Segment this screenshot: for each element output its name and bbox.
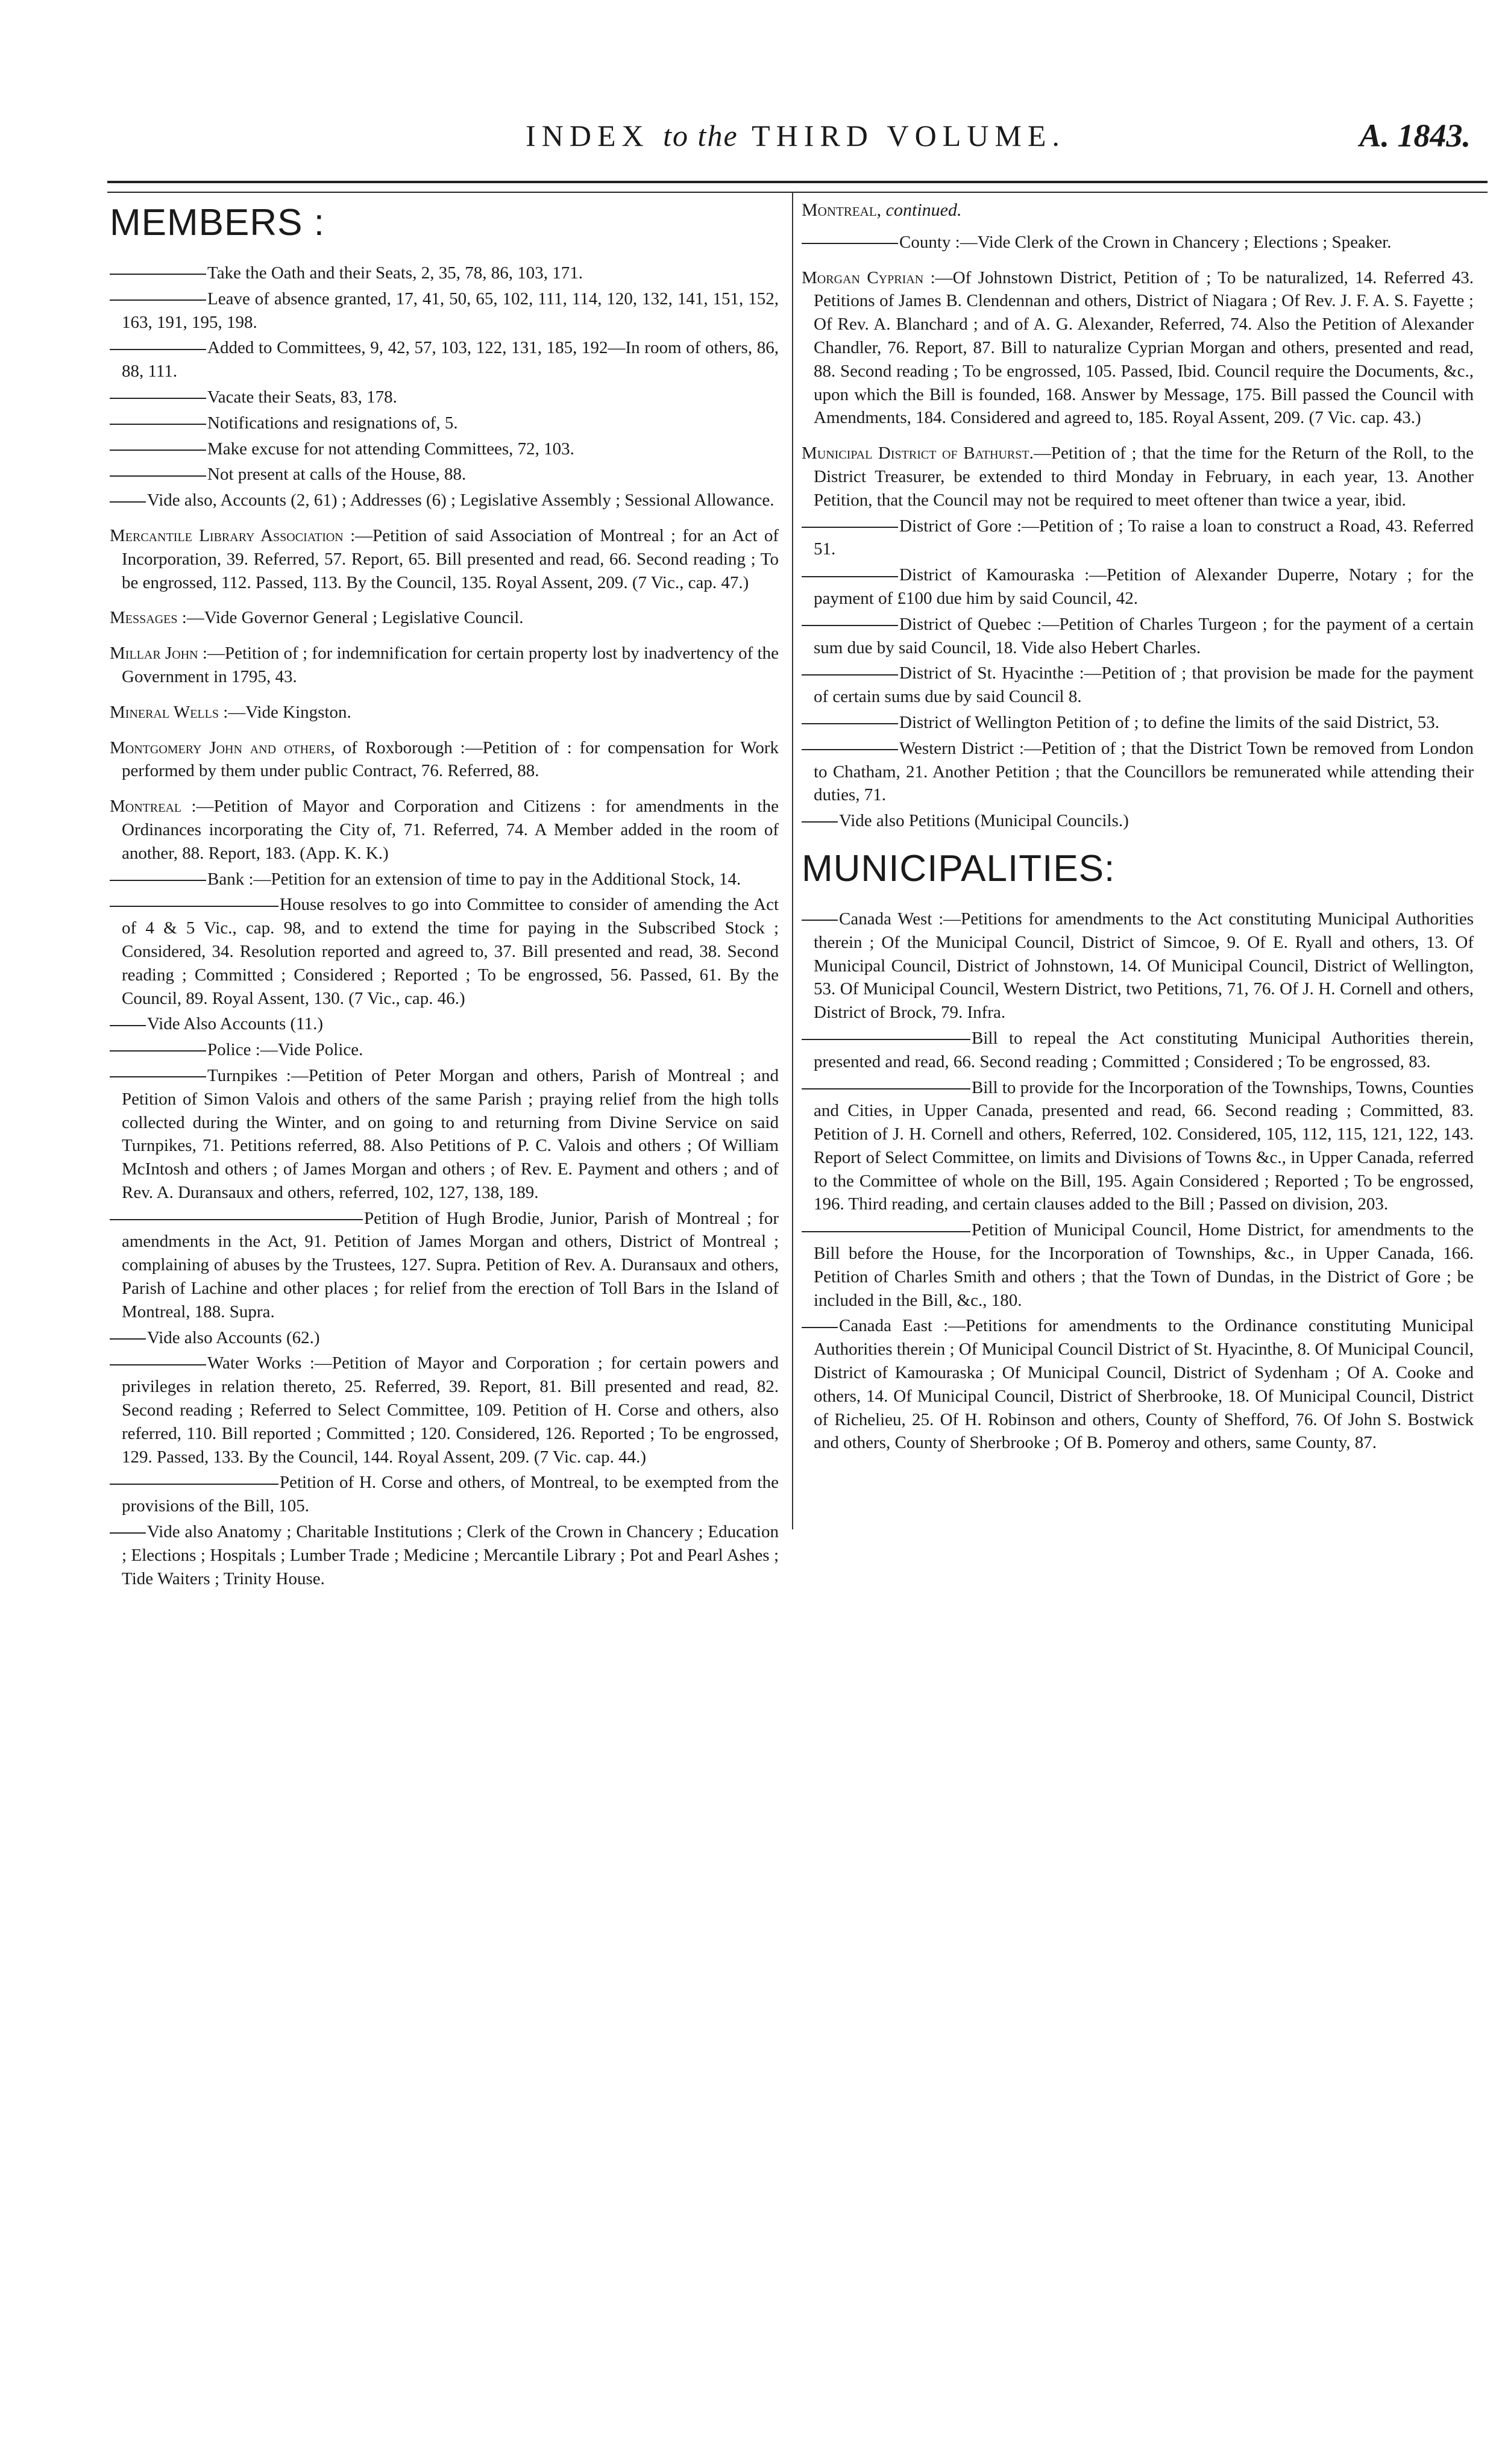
- dash-rule: [110, 274, 206, 275]
- entry-montreal-brodie: Petition of Hugh Brodie, Junior, Parish of Montreal ; for amendments in the Act, 91. Petition of James Morgan and others, District of Montreal ; complaining of abuses by the Trustees, 127. Supra. Petition of Rev. A. Duransaux and others, Parish of Lachine and other places ; for relief from the erection of Toll Bars in the Island of Montreal, 188. Supra.: [110, 1207, 779, 1324]
- dash-rule: [110, 1484, 278, 1485]
- page-year: A. 1843.: [1359, 118, 1471, 154]
- section-title-municipalities: MUNICIPALITIES:: [802, 847, 1116, 889]
- entry-montreal-vide-accounts: Vide Also Accounts (11.): [110, 1012, 779, 1036]
- title-volume: THIRD VOLUME.: [752, 119, 1066, 152]
- dash-rule: [802, 920, 838, 921]
- dash-rule: [802, 625, 898, 626]
- entry-municipal-quebec: District of Quebec :—Petition of Charles Turgeon ; for the payment of a certain sum due by said Council, 18. Vide also Hebert Charles.: [802, 613, 1474, 660]
- dash-rule: [802, 1231, 970, 1232]
- members-entry-committees: Added to Committees, 9, 42, 57, 103, 122, 131, 185, 192—In room of others, 86, 88, 111.: [110, 336, 779, 383]
- entry-home-district: Petition of Municipal Council, Home District, for amendments to the Bill before the House, for the Incorporation of Townships, &c., in Upper Canada, 166. Petition of Charles Smith and others ; that the Town of Dundas, in the District of Gore ; be included in the Bill, &c., 180.: [802, 1218, 1474, 1312]
- entry-municipal-kamouraska: District of Kamouraska :—Petition of Alexander Duperre, Notary ; for the payment of £100 due him by said Council, 42.: [802, 563, 1474, 610]
- entry-montreal: Montreal :—Petition of Mayor and Corporation and Citizens : for amendments in the Ordinances incorporating the City of, 71. Referred, 74. A Member added in the room of another, 88. Report, 183. (App. K. K.): [110, 797, 779, 863]
- dash-rule: [802, 821, 838, 823]
- running-head: [108, 114, 1483, 163]
- dash-rule: [110, 398, 206, 399]
- dash-rule: [802, 1088, 970, 1089]
- dash-rule: [110, 501, 146, 503]
- members-entry-notifications: Notifications and resignations of, 5.: [110, 412, 779, 435]
- title-index: INDEX: [526, 119, 650, 152]
- dash-rule: [802, 723, 898, 724]
- entry-canada-west-incorporation: Bill to provide for the Incorporation of the Townships, Towns, Counties and Cities, in Upper Canada, presented and read, 66. Second reading ; Committed, 83. Petition of J. H. Cornell and others, Referred, 102. Considered, 105, 112, 115, 121, 122, 143. Report of Select Committee, on limits and Divisions of Towns &c., in Upper Canada, referred to the Committee of whole on the Bill, 195. Again Considered ; Reported ; To be engrossed, 196. Third reading, and certain clauses added to the Bill ; Passed on division, 203.: [802, 1076, 1474, 1217]
- continued-heading: Montreal, continued.: [802, 200, 962, 220]
- page-title: [108, 118, 1483, 153]
- section-title-members: MEMBERS :: [110, 202, 325, 243]
- entry-municipal-vide-petitions: Vide also Petitions (Municipal Councils.): [802, 809, 1474, 833]
- entry-montreal-vide-anatomy: Vide also Anatomy ; Charitable Institutions ; Clerk of the Crown in Chancery ; Education ; Elections ; Hospitals ; Lumber Trade ; Medicine ; Mercantile Library ; Pot and Pearl Ashes ; Tide Waiters ; Trinity House.: [110, 1520, 779, 1590]
- members-entry-vide: Vide also, Accounts (2, 61) ; Addresses (6) ; Legislative Assembly ; Sessional Allowance.: [110, 489, 779, 512]
- entry-mercantile-library: Mercantile Library Association :—Petition of said Association of Montreal ; for an Act of Incorporation, 39. Referred, 57. Report, 65. Bill presented and read, 66. Second reading ; To be engrossed, 112. Passed, 113. By the Council, 135. Royal Assent, 209. (7 Vic., cap. 47.): [110, 525, 779, 592]
- right-column: [802, 199, 1474, 1467]
- dash-rule: [110, 299, 206, 301]
- dash-rule: [110, 1076, 206, 1077]
- entry-canada-west: Canada West :—Petitions for amendments to the Act constituting Municipal Authorities therein ; Of the Municipal Council, District of Simcoe, 9. Of E. Ryall and others, 13. Of Municipal Council, District of Johnstown, 14. Of Municipal Council, District of Wellington, 53. Of Municipal Council, Western District, two Petitions, 71, 76. Of J. H. Cornell and others, District of Brock, 79. Infra.: [802, 908, 1474, 1024]
- entry-montreal-corse: Petition of H. Corse and others, of Montreal, to be exempted from the provisions of the Bill, 105.: [110, 1471, 779, 1518]
- members-entry-oath: Take the Oath and their Seats, 2, 35, 78, 86, 103, 171.: [110, 262, 779, 285]
- dash-rule: [110, 1025, 146, 1026]
- dash-rule: [802, 243, 898, 244]
- dash-rule: [110, 349, 206, 350]
- header-double-rule: [107, 181, 1488, 193]
- entry-messages: Messages :—Vide Governor General ; Legislative Council.: [110, 608, 524, 628]
- dash-rule: [802, 576, 898, 577]
- entry-montreal-police: Police :—Vide Police.: [110, 1038, 779, 1062]
- entry-canada-east: Canada East :—Petitions for amendments to the Ordinance constituting Municipal Authorities therein ; Of Municipal Council District of St. Hyacinthe, 8. Of Municipal Council, District of Kamouraska ; Of Municipal Council, District of Sydenham ; Of A. Cooke and others, 14. Of Municipal Council, District of Sherbrooke, 18. Of Municipal Council, District of Richelieu, 25. Of H. Robinson and others, County of Shefford, 76. Of John S. Bostwick and others, County of Sherbrooke ; Of B. Pomeroy and others, same County, 87.: [802, 1314, 1474, 1455]
- dash-rule: [110, 880, 206, 881]
- dash-rule: [110, 424, 206, 425]
- entry-montreal-turnpikes: Turnpikes :—Petition of Peter Morgan and others, Parish of Montreal ; and Petition of Simon Valois and others of the same Parish ; praying relief from the high tolls collected during the Winter, and on going to and returning from Divine Service on said Turnpikes, 71. Petitions referred, 88. Also Petitions of P. C. Valois and others ; Of William McIntosh and others ; of James Morgan and others ; of Rev. E. Payment and others ; and of Rev. A. Duransaux and others, referred, 102, 127, 138, 189.: [110, 1064, 779, 1205]
- entry-montreal-bank: Bank :—Petition for an extension of time to pay in the Additional Stock, 14.: [110, 868, 779, 891]
- entry-municipal-hyacinthe: District of St. Hyacinthe :—Petition of ; that provision be made for the payment of certain sums due by said Council 8.: [802, 662, 1474, 709]
- entry-municipal-gore: District of Gore :—Petition of ; To raise a loan to construct a Road, 43. Referred 51.: [802, 515, 1474, 562]
- entry-municipal-bathurst: Municipal District of Bathurst.—Petition of ; that the time for the Return of the Roll, to the District Treasurer, be extended to third Monday in February, in each year, 13. Another Petition, that the Council may not be required to meet oftener than twice a year, ibid.: [802, 444, 1474, 510]
- dash-rule: [802, 674, 898, 676]
- entry-morgan-cyprian: Morgan Cyprian :—Of Johnstown District, Petition of ; To be naturalized, 14. Referred 43. Petitions of James B. Clendennan and others, District of Niagara ; Of Rev. J. F. A. S. Fayette ; Of Rev. A. Blanchard ; and of A. G. Alexander, Referred, 74. Also the Petition of Alexander Chandler, 76. Report, 87. Bill to naturalize Cyprian Morgan and others, presented and read, 88. Second reading ; To be engrossed, 105. Passed, Ibid. Council require the Documents, &c., upon which the Bill is founded, 168. Answer by Message, 175. Bill passed the Council with Amendments, 184. Considered and agreed to, 185. Royal Assent, 209. (7 Vic. cap. 43.): [802, 268, 1474, 428]
- column-divider: [792, 192, 793, 1529]
- entry-municipal-western: Western District :—Petition of ; that the District Town be removed from London to Chatham, 21. Another Petition ; that the Councillors be remunerated while attending their duties, 71.: [802, 737, 1474, 807]
- dash-rule: [110, 1050, 206, 1052]
- dash-rule: [110, 906, 278, 907]
- dash-rule: [802, 1327, 838, 1328]
- dash-rule: [110, 1532, 146, 1534]
- title-to-the: to the: [663, 119, 738, 152]
- dash-rule: [110, 1364, 206, 1365]
- members-entry-leave: Leave of absence granted, 17, 41, 50, 65, 102, 111, 114, 120, 132, 141, 151, 152, 163, 191, 195, 198.: [110, 287, 779, 334]
- dash-rule: [110, 1338, 146, 1340]
- entry-mineral-wells: Mineral Wells :—Vide Kingston.: [110, 702, 351, 722]
- entry-canada-west-repeal: Bill to repeal the Act constituting Municipal Authorities therein, presented and read, 66. Second reading ; Committed ; Considered ; To be engrossed, 83.: [802, 1027, 1474, 1074]
- dash-rule: [802, 749, 898, 750]
- entry-montreal-water-works: Water Works :—Petition of Mayor and Corporation ; for certain powers and privileges in relation thereto, 25. Referred, 39. Report, 81. Bill presented and read, 82. Second reading ; Referred to Select Committee, 109. Petition of H. Corse and others, also referred, 110. Bill reported ; Committed ; 120. Considered, 126. Reported ; To be engrossed, 129. Passed, 133. By the Council, 144. Royal Assent, 209. (7 Vic. cap. 44.): [110, 1352, 779, 1469]
- entry-montreal-vide-accounts-62: Vide also Accounts (62.): [110, 1326, 779, 1350]
- members-entry-vacate: Vacate their Seats, 83, 178.: [110, 386, 779, 409]
- dash-rule: [802, 527, 898, 528]
- dash-rule: [802, 1039, 970, 1040]
- entry-montreal-house-resolves: House resolves to go into Committee to consider of amending the Act of 4 & 5 Vic., cap. 98, and to extend the time for paying in the Subscribed Stock ; Considered, 34. Resolution reported and agreed to, 37. Bill presented and read, 38. Second reading ; Committed ; Considered ; Reported ; To be engrossed, 56. Passed, 61. By the Council, 89. Royal Assent, 130. (7 Vic., cap. 46.): [110, 893, 779, 1010]
- members-entry-not-present: Not present at calls of the House, 88.: [110, 463, 779, 486]
- entry-montgomery-john: Montgomery John and others, of Roxborough :—Petition of : for compensation for Work performed by them under public Contract, 76. Referred, 88.: [110, 738, 779, 781]
- left-column: [110, 199, 779, 1602]
- members-entry-excuse: Make excuse for not attending Committees, 72, 103.: [110, 437, 779, 461]
- dash-rule: [110, 475, 206, 477]
- entry-millar-john: Millar John :—Petition of ; for indemnification for certain property lost by inadvertency of the Government in 1795, 43.: [110, 644, 779, 686]
- entry-municipal-wellington: District of Wellington Petition of ; to define the limits of the said District, 53.: [802, 711, 1474, 735]
- entry-montreal-county: County :—Vide Clerk of the Crown in Chancery ; Elections ; Speaker.: [802, 231, 1474, 254]
- dash-rule: [110, 450, 206, 451]
- dash-rule: [110, 1219, 363, 1220]
